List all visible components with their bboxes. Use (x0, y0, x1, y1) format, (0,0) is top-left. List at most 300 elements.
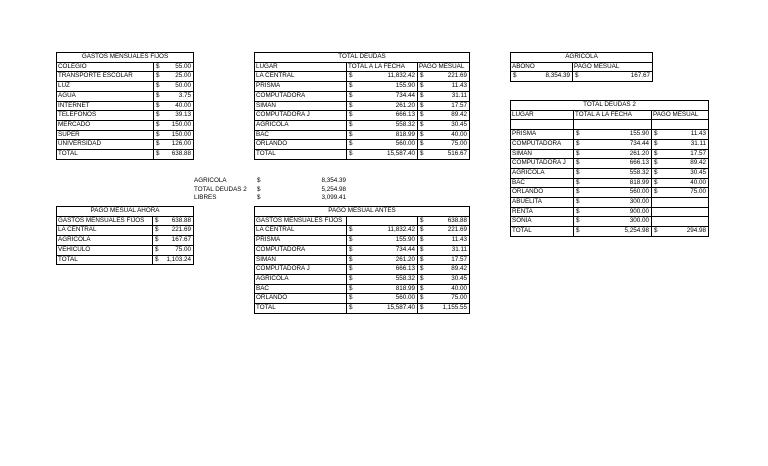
currency-symbol: $ (349, 294, 353, 302)
deudas-lugar: COMPUTADORA (255, 91, 347, 101)
deudas-pago-cell (418, 82, 470, 92)
deudas2-lugar: RENTA (511, 207, 574, 217)
deudas-total-cell (347, 150, 418, 160)
deudas-total: 818.99 (395, 130, 415, 138)
ahora-value: 638.88 (171, 216, 191, 224)
table-row (57, 120, 194, 130)
table-row (193, 177, 348, 186)
antes-first-pago: 638.88 (447, 216, 467, 224)
currency-symbol: $ (513, 72, 517, 80)
currency-symbol: $ (420, 255, 424, 263)
currency-symbol: $ (654, 149, 658, 157)
deudas-pago: 75.00 (451, 140, 467, 148)
table-row (57, 226, 194, 236)
currency-symbol: $ (156, 130, 160, 138)
agricola-header-abono: ABONO (511, 62, 573, 72)
table-row (57, 62, 194, 72)
gastos-label: SUPER (57, 130, 154, 140)
deudas-lugar: ORLANDO (255, 140, 347, 150)
table-row (193, 186, 348, 195)
currency-symbol: $ (576, 168, 580, 176)
currency-symbol: $ (576, 130, 580, 138)
antes-pago: 40.00 (451, 284, 467, 292)
currency-symbol: $ (576, 227, 580, 235)
currency-symbol: $ (155, 245, 159, 253)
table-row (255, 245, 470, 255)
currency-symbol: $ (156, 62, 160, 70)
currency-symbol: $ (654, 188, 658, 196)
resumen-value-cell (255, 186, 348, 195)
deudas-pago-cell (418, 91, 470, 101)
currency-symbol: $ (349, 255, 353, 263)
antes-lugar: TOTAL (255, 304, 347, 314)
table-row (255, 120, 470, 130)
currency-symbol: $ (349, 101, 353, 109)
gastos-value-cell (154, 140, 194, 150)
deudas-total: 734.44 (395, 91, 415, 99)
deudas2-header-total: TOTAL A LA FECHA (574, 110, 652, 120)
currency-symbol: $ (420, 226, 424, 234)
table-row (511, 178, 709, 188)
agricola-abono-cell (511, 72, 573, 82)
currency-symbol: $ (576, 178, 580, 186)
currency-symbol: $ (156, 101, 160, 109)
antes-total-cell (347, 265, 418, 275)
ahora-title: PAGO MESUAL AHORA (57, 207, 194, 217)
antes-lugar: SIMAN (255, 255, 347, 265)
currency-symbol: $ (654, 227, 658, 235)
agricola-pago-value: 167.67 (630, 72, 651, 80)
currency-symbol: $ (156, 72, 160, 80)
deudas-total: 11,832.42 (387, 72, 415, 80)
currency-symbol: $ (420, 101, 424, 109)
deudas-total-cell (347, 72, 418, 82)
deudas2-pago-cell (652, 188, 709, 198)
deudas2-total: 734.44 (629, 139, 649, 147)
table-row (255, 255, 470, 265)
deudas-pago-cell (418, 72, 470, 82)
deudas2-pago: 294.98 (686, 227, 706, 235)
resumen-value: 3,099.41 (321, 194, 346, 202)
gastos-value: 150.00 (171, 130, 191, 138)
gastos-label: AGUA (57, 91, 154, 101)
deudas2-pago: 75.00 (690, 188, 706, 196)
deudas-lugar: LA CENTRAL (255, 72, 347, 82)
table-row (255, 236, 470, 246)
currency-symbol: $ (576, 198, 580, 206)
table-row (57, 255, 194, 265)
currency-symbol: $ (257, 177, 261, 184)
ahora-label: GASTOS MENSUALES FIJOS (57, 216, 153, 226)
antes-lugar: LA CENTRAL (255, 226, 347, 236)
currency-symbol: $ (420, 150, 424, 158)
deudas2-pago-cell (652, 139, 709, 149)
deudas2-lugar: TOTAL (511, 227, 574, 237)
deudas2-pago: 40.00 (690, 178, 706, 186)
ahora-value-cell (153, 226, 194, 236)
currency-symbol: $ (654, 178, 658, 186)
deudas2-pago: 17.57 (690, 149, 706, 157)
ahora-value: 221.69 (171, 226, 191, 234)
deudas-lugar: COMPUTADORA J (255, 111, 347, 121)
resumen-value: 5,254.98 (321, 185, 346, 193)
ahora-value-cell (153, 255, 194, 265)
table-row (57, 236, 194, 246)
deudas-pago-cell (418, 111, 470, 121)
deudas-total: 558.32 (395, 120, 415, 128)
currency-symbol: $ (420, 140, 424, 148)
antes-pago: 75.00 (451, 294, 467, 302)
antes-pago-cell (418, 265, 470, 275)
deudas2-total-cell (574, 198, 652, 208)
agricola-title: AGRICOLA (511, 53, 653, 63)
table-row (255, 130, 470, 140)
resumen-value-cell (255, 177, 348, 186)
deudas-total-cell (347, 140, 418, 150)
currency-symbol: $ (576, 188, 580, 196)
deudas2-lugar: ABUELITA (511, 198, 574, 208)
resumen-label: TOTAL DEUDAS 2 (194, 185, 247, 193)
antes-lugar: AGRICOLA (255, 274, 347, 284)
table-row (511, 149, 709, 159)
resumen-label: LIBRES (194, 194, 217, 202)
table-row (255, 226, 470, 236)
deudas-pago-cell (418, 130, 470, 140)
deudas-lugar: PRISMA (255, 82, 347, 92)
deudas2-lugar: COMPUTADORA J (511, 159, 574, 169)
deudas-total: 666.13 (395, 111, 415, 119)
table-row (57, 130, 194, 140)
currency-symbol: $ (156, 150, 160, 158)
antes-total: 560.00 (395, 294, 415, 302)
deudas2-header-lugar: LUGAR (511, 110, 574, 120)
currency-symbol: $ (654, 159, 658, 167)
currency-symbol: $ (420, 130, 424, 138)
deudas-total: 15,587.40 (386, 150, 415, 158)
currency-symbol: $ (654, 139, 658, 147)
antes-lugar: COMPUTADORA (255, 245, 347, 255)
table-row (57, 245, 194, 255)
table-row (511, 168, 709, 178)
deudas2-pago-cell (652, 149, 709, 159)
currency-symbol: $ (420, 245, 424, 253)
resumen-value-cell (255, 194, 348, 203)
deudas-total-cell (347, 120, 418, 130)
currency-symbol: $ (349, 274, 353, 282)
deudas-pago-cell (418, 120, 470, 130)
currency-symbol: $ (349, 265, 353, 273)
currency-symbol: $ (156, 82, 160, 90)
currency-symbol: $ (420, 294, 424, 302)
currency-symbol: $ (420, 284, 424, 292)
deudas-header-total: TOTAL A LA FECHA (347, 62, 418, 72)
ahora-value: 1,103.24 (166, 255, 191, 263)
antes-table (254, 206, 470, 314)
gastos-label: MERCADO (57, 120, 154, 130)
deudas2-pago: 31.11 (690, 139, 706, 147)
antes-pago-cell (418, 274, 470, 284)
deudas2-pago-cell (652, 168, 709, 178)
deudas-lugar: BAC (255, 130, 347, 140)
antes-pago-cell (418, 294, 470, 304)
gastos-value: 55.00 (175, 62, 191, 70)
ahora-value-cell (153, 216, 194, 226)
table-row (511, 159, 709, 169)
currency-symbol: $ (420, 120, 424, 128)
antes-pago-cell (418, 304, 470, 314)
deudas-total-cell (347, 91, 418, 101)
table-row (255, 82, 470, 92)
currency-symbol: $ (257, 194, 261, 202)
antes-total-cell (347, 255, 418, 265)
deudas2-header-pago: PAGO MESUAL (652, 110, 709, 120)
deudas2-total: 560.00 (629, 188, 649, 196)
resumen-value: 8,354.39 (321, 177, 346, 184)
table-row (255, 284, 470, 294)
deudas2-total-cell (574, 207, 652, 217)
deudas2-total: 558.32 (629, 168, 649, 176)
antes-pago-cell (418, 245, 470, 255)
table-row (57, 216, 194, 226)
antes-pago: 1,155.55 (442, 304, 467, 312)
currency-symbol: $ (257, 185, 261, 193)
deudas-lugar: AGRICOLA (255, 120, 347, 130)
gastos-value-cell (154, 62, 194, 72)
deudas2-total-cell (574, 139, 652, 149)
antes-first-pago-cell (418, 216, 470, 226)
antes-first-label: GASTOS MENSUALES FIJOS (255, 216, 347, 226)
ahora-label: TOTAL (57, 255, 153, 265)
gastos-value: 39.13 (175, 111, 191, 119)
currency-symbol: $ (420, 111, 424, 119)
deudas2-total-cell (574, 159, 652, 169)
deudas2-lugar: SONIA (511, 217, 574, 227)
antes-total: 11,832.42 (387, 226, 415, 234)
deudas2-lugar: COMPUTADORA (511, 139, 574, 149)
agricola-table (510, 52, 653, 82)
currency-symbol: $ (156, 120, 160, 128)
deudas2-pago: 11.43 (690, 130, 706, 138)
currency-symbol: $ (420, 236, 424, 244)
table-row (57, 82, 194, 92)
deudas2-total: 261.20 (629, 149, 649, 157)
deudas-pago: 31.11 (451, 91, 467, 99)
deudas-header-pago: PAGO MESUAL (418, 62, 470, 72)
table-row (57, 111, 194, 121)
ahora-table (56, 206, 194, 265)
antes-total-cell (347, 304, 418, 314)
deudas2-total-cell (574, 168, 652, 178)
antes-title: PAGO MESUAL ANTES (255, 207, 470, 217)
table-row (57, 72, 194, 82)
antes-lugar: PRISMA (255, 236, 347, 246)
currency-symbol: $ (420, 274, 424, 282)
table-row (511, 217, 709, 227)
deudas-total: 261.20 (395, 101, 415, 109)
antes-total: 818.99 (395, 284, 415, 292)
antes-lugar: BAC (255, 284, 347, 294)
table-row (511, 188, 709, 198)
antes-pago: 89.42 (451, 265, 467, 273)
antes-lugar: ORLANDO (255, 294, 347, 304)
agricola-pago-cell (573, 72, 653, 82)
deudas-pago-cell (418, 150, 470, 160)
currency-symbol: $ (349, 284, 353, 292)
deudas2-total: 155.90 (629, 130, 649, 138)
currency-symbol: $ (420, 216, 424, 224)
gastos-value: 638.88 (171, 150, 191, 158)
antes-total-cell (347, 284, 418, 294)
ahora-label: LA CENTRAL (57, 226, 153, 236)
gastos-table (56, 52, 194, 160)
antes-total: 261.20 (395, 255, 415, 263)
currency-symbol: $ (349, 120, 353, 128)
antes-total: 558.32 (395, 274, 415, 282)
currency-symbol: $ (349, 245, 353, 253)
gastos-label: TOTAL (57, 150, 154, 160)
table-row (57, 150, 194, 160)
currency-symbol: $ (155, 255, 159, 263)
table-row (193, 194, 348, 203)
antes-pago-cell (418, 236, 470, 246)
currency-symbol: $ (156, 140, 160, 148)
currency-symbol: $ (576, 217, 580, 225)
agricola-header-pago: PAGO MESUAL (573, 62, 653, 72)
antes-total-cell (347, 294, 418, 304)
ahora-value-cell (153, 245, 194, 255)
deudas2-total-cell (574, 130, 652, 140)
deudas2-pago-cell (652, 178, 709, 188)
antes-pago-cell (418, 284, 470, 294)
currency-symbol: $ (420, 82, 424, 90)
antes-pago: 17.57 (451, 255, 467, 263)
table-row (255, 91, 470, 101)
currency-symbol: $ (156, 111, 160, 119)
table-row (511, 227, 709, 237)
gastos-label: LUZ (57, 82, 154, 92)
deudas2-total: 300.00 (629, 198, 649, 206)
antes-pago-cell (418, 226, 470, 236)
ahora-label: VEHICULO (57, 245, 153, 255)
deudas-pago-cell (418, 101, 470, 111)
deudas2-lugar: BAC (511, 178, 574, 188)
deudas2-total-cell (574, 149, 652, 159)
deudas-pago: 17.57 (451, 101, 467, 109)
gastos-label: UNIVERSIDAD (57, 140, 154, 150)
gastos-value: 40.00 (175, 101, 191, 109)
deudas-lugar: SIMAN (255, 101, 347, 111)
currency-symbol: $ (349, 140, 353, 148)
gastos-value: 150.00 (171, 120, 191, 128)
table-row (255, 274, 470, 284)
currency-symbol: $ (420, 91, 424, 99)
ahora-value: 75.00 (175, 245, 191, 253)
deudas2-total: 900.00 (629, 207, 649, 215)
resumen-label: AGRICOLA (194, 177, 227, 184)
deudas2-pago: 30.45 (690, 168, 706, 176)
currency-symbol: $ (349, 82, 353, 90)
currency-symbol: $ (155, 236, 159, 244)
table-row (511, 130, 709, 140)
deudas2-title: TOTAL DEUDAS 2 (511, 101, 709, 111)
table-row (511, 198, 709, 208)
deudas2-table (510, 100, 709, 237)
gastos-value-cell (154, 91, 194, 101)
table-row (57, 101, 194, 111)
deudas2-pago-cell (652, 130, 709, 140)
deudas-pago: 11.43 (451, 82, 467, 90)
antes-pago: 221.69 (447, 226, 467, 234)
deudas2-pago-cell (652, 159, 709, 169)
currency-symbol: $ (155, 226, 159, 234)
currency-symbol: $ (349, 130, 353, 138)
antes-pago: 11.43 (451, 236, 467, 244)
agricola-abono-value: 8,354.39 (545, 72, 570, 80)
currency-symbol: $ (349, 150, 353, 158)
antes-total-cell (347, 274, 418, 284)
deudas-total-cell (347, 101, 418, 111)
deudas2-lugar: ORLANDO (511, 188, 574, 198)
gastos-value-cell (154, 130, 194, 140)
currency-symbol: $ (349, 111, 353, 119)
deudas2-lugar: AGRICOLA (511, 168, 574, 178)
gastos-value-cell (154, 120, 194, 130)
antes-lugar: COMPUTADORA J (255, 265, 347, 275)
currency-symbol: $ (576, 139, 580, 147)
gastos-label: COLEGIO (57, 62, 154, 72)
ahora-value-cell (153, 236, 194, 246)
table-row (255, 140, 470, 150)
table-row (255, 72, 470, 82)
deudas-title: TOTAL DEUDAS (255, 53, 470, 63)
gastos-value: 50.00 (175, 82, 191, 90)
currency-symbol: $ (420, 304, 424, 312)
deudas-lugar: TOTAL (255, 150, 347, 160)
table-row (511, 139, 709, 149)
currency-symbol: $ (576, 207, 580, 215)
deudas2-total: 5,254.98 (624, 227, 649, 235)
ahora-label: AGRICOLA (57, 236, 153, 246)
currency-symbol: $ (349, 91, 353, 99)
gastos-value-cell (154, 72, 194, 82)
deudas2-total: 666.13 (629, 159, 649, 167)
deudas-total-cell (347, 111, 418, 121)
gastos-value-cell (154, 150, 194, 160)
table-row (255, 294, 470, 304)
table-row (511, 207, 709, 217)
deudas-pago: 30.45 (451, 120, 467, 128)
currency-symbol: $ (575, 72, 579, 80)
currency-symbol: $ (654, 168, 658, 176)
deudas-total-cell (347, 130, 418, 140)
gastos-value: 3.75 (178, 91, 191, 99)
antes-total-cell (347, 245, 418, 255)
deudas2-lugar: SIMAN (511, 149, 574, 159)
deudas2-total: 300.00 (629, 217, 649, 225)
currency-symbol: $ (576, 149, 580, 157)
deudas2-total-cell (574, 217, 652, 227)
table-row (255, 101, 470, 111)
gastos-title: GASTOS MENSUALES FIJOS (57, 53, 194, 63)
table-row (255, 111, 470, 121)
gastos-label: INTERNET (57, 101, 154, 111)
antes-total: 15,587.40 (386, 304, 415, 312)
deudas2-lugar: PRISMA (511, 130, 574, 140)
gastos-value-cell (154, 82, 194, 92)
deudas-header-lugar: LUGAR (255, 62, 347, 72)
deudas-total: 560.00 (395, 140, 415, 148)
currency-symbol: $ (420, 265, 424, 273)
